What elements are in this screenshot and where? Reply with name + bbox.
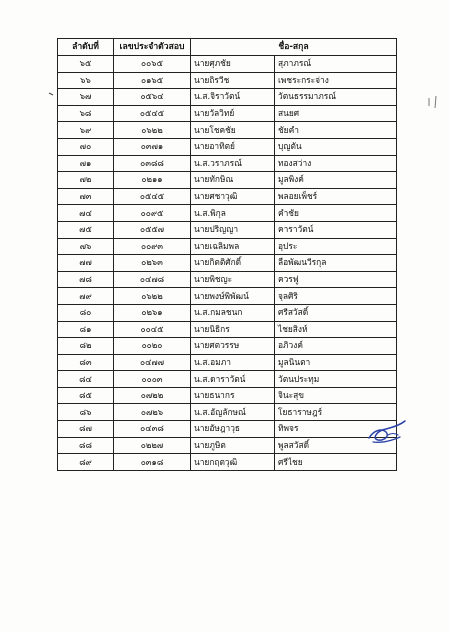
cell-title: นายอาทิตย์	[191, 138, 275, 155]
cell-no: ๖๗	[58, 89, 114, 106]
table-row	[58, 255, 397, 272]
cell-title: นายพิชญะ	[191, 271, 275, 288]
table-row	[58, 105, 397, 122]
cell-exam-id: ๐๒๒๗	[114, 437, 191, 454]
cell-exam-id: ๐๕๖๔	[114, 89, 191, 106]
cell-no: ๗๖	[58, 238, 114, 255]
table-row	[58, 404, 397, 421]
cell-surname: โยธาราษฎร์	[275, 404, 397, 421]
cell-exam-id: ๐๒๖๓	[114, 255, 191, 272]
stray-mark	[424, 94, 444, 114]
table-row	[58, 437, 397, 454]
cell-surname: วัตนธรรมาภรณ์	[275, 89, 397, 106]
table-row	[58, 321, 397, 338]
cell-no: ๖๕	[58, 56, 114, 73]
candidate-table	[57, 38, 397, 471]
cell-title: น.ส.จิราวัตน์	[191, 89, 275, 106]
table-row	[58, 454, 397, 471]
stray-tick	[45, 83, 65, 103]
cell-no: ๘๔	[58, 371, 114, 388]
table-row	[58, 221, 397, 238]
cell-title: น.ส.วราภรณ์	[191, 155, 275, 172]
cell-surname: ศรีไชย	[275, 454, 397, 471]
cell-surname: จินะสุข	[275, 387, 397, 404]
cell-title: นายศชาวุฒิ	[191, 188, 275, 205]
cell-exam-id: ๐๔๓๘	[114, 421, 191, 438]
cell-exam-id: ๐๐๙๕	[114, 205, 191, 222]
cell-no: ๖๖	[58, 72, 114, 89]
cell-title: นายถิรวีช	[191, 72, 275, 89]
cell-no: ๗๑	[58, 155, 114, 172]
cell-exam-id: ๐๐๔๕	[114, 321, 191, 338]
cell-surname: คาราวัตน์	[275, 221, 397, 238]
cell-exam-id: ๐๓๗๑	[114, 138, 191, 155]
cell-exam-id: ๐๓๘๘	[114, 155, 191, 172]
cell-title: นายภูษิต	[191, 437, 275, 454]
table-row	[58, 338, 397, 355]
cell-surname: มูลพิงค์	[275, 172, 397, 189]
cell-no: ๗๙	[58, 288, 114, 305]
table-row	[58, 205, 397, 222]
cell-exam-id: ๐๗๒๖	[114, 404, 191, 421]
cell-no: ๘๓	[58, 354, 114, 371]
cell-exam-id: ๐๐๒๐	[114, 338, 191, 355]
cell-exam-id: ๐๕๔๕	[114, 105, 191, 122]
header-no: ลำดับที่	[58, 39, 114, 56]
cell-surname: วัตนประทุม	[275, 371, 397, 388]
cell-no: ๖๙	[58, 122, 114, 139]
cell-title: นายศตวรรษ	[191, 338, 275, 355]
cell-no: ๗๘	[58, 271, 114, 288]
cell-exam-id: ๐๖๒๒	[114, 122, 191, 139]
table-row	[58, 354, 397, 371]
header-name: ชื่อ-สกุล	[191, 39, 397, 56]
cell-title: น.ส.พิกุล	[191, 205, 275, 222]
cell-no: ๘๕	[58, 387, 114, 404]
cell-surname: ไชยสิงห์	[275, 321, 397, 338]
cell-surname: ทิพจร	[275, 421, 397, 438]
cell-surname: สุภาภรณ์	[275, 56, 397, 73]
cell-surname: ควรฟู	[275, 271, 397, 288]
table-row	[58, 188, 397, 205]
table-row	[58, 271, 397, 288]
cell-surname: พลอยเพ็ชร์	[275, 188, 397, 205]
cell-title: นายศุภชัย	[191, 56, 275, 73]
table-row	[58, 238, 397, 255]
cell-title: นายทักษิณ	[191, 172, 275, 189]
cell-no: ๘๘	[58, 437, 114, 454]
table-row	[58, 56, 397, 73]
cell-exam-id: ๐๕๕๗	[114, 221, 191, 238]
table-row	[58, 387, 397, 404]
cell-exam-id: ๐๐๖๕	[114, 56, 191, 73]
table-row	[58, 371, 397, 388]
cell-no: ๗๗	[58, 255, 114, 272]
table-row	[58, 122, 397, 139]
cell-title: นายพงษ์พิพัฒน์	[191, 288, 275, 305]
cell-exam-id: ๐๒๑๑	[114, 172, 191, 189]
cell-surname: สนยศ	[275, 105, 397, 122]
cell-surname: อุประ	[275, 238, 397, 255]
cell-exam-id: ๐๔๗๘	[114, 271, 191, 288]
table-row	[58, 304, 397, 321]
table-header-row	[58, 39, 397, 56]
table-row	[58, 138, 397, 155]
cell-exam-id: ๐๐๐๓	[114, 371, 191, 388]
cell-exam-id: ๐๒๖๑	[114, 304, 191, 321]
cell-no: ๗๓	[58, 188, 114, 205]
cell-title: น.ส.ดาราวัตน์	[191, 371, 275, 388]
cell-title: นายวัลวิทย์	[191, 105, 275, 122]
cell-title: นายกฤตวุฒิ	[191, 454, 275, 471]
table-row	[58, 72, 397, 89]
cell-exam-id: ๐๐๙๓	[114, 238, 191, 255]
cell-no: ๗๐	[58, 138, 114, 155]
cell-surname: ลือพัฒนวีรกุล	[275, 255, 397, 272]
cell-no: ๘๐	[58, 304, 114, 321]
cell-exam-id: ๐๗๒๒	[114, 387, 191, 404]
cell-no: ๗๔	[58, 205, 114, 222]
table-row	[58, 288, 397, 305]
table-row	[58, 89, 397, 106]
table-row	[58, 421, 397, 438]
cell-title: นายปริญญา	[191, 221, 275, 238]
cell-exam-id: ๐๕๔๕	[114, 188, 191, 205]
cell-exam-id: ๐๑๖๕	[114, 72, 191, 89]
cell-title: นายอัษฎาวุธ	[191, 421, 275, 438]
cell-surname: มูลนินตา	[275, 354, 397, 371]
cell-exam-id: ๐๔๗๗	[114, 354, 191, 371]
cell-surname: เพชระกระจ่าง	[275, 72, 397, 89]
cell-no: ๘๗	[58, 421, 114, 438]
cell-no: ๗๕	[58, 221, 114, 238]
cell-no: ๘๒	[58, 338, 114, 355]
cell-no: ๘๙	[58, 454, 114, 471]
table-row	[58, 155, 397, 172]
cell-title: นายกิตติศักดิ์	[191, 255, 275, 272]
cell-no: ๖๘	[58, 105, 114, 122]
cell-surname: คำชัย	[275, 205, 397, 222]
cell-surname: อภิวงค์	[275, 338, 397, 355]
cell-title: นายเฉลิมพล	[191, 238, 275, 255]
header-exam-id: เลขประจำตัวสอบ	[114, 39, 191, 56]
signature-mark	[366, 416, 408, 446]
table-row	[58, 172, 397, 189]
cell-title: น.ส.กมลชนก	[191, 304, 275, 321]
cell-no: ๘๖	[58, 404, 114, 421]
cell-title: นายโชคชัย	[191, 122, 275, 139]
cell-surname: ศรีสวัสดิ์	[275, 304, 397, 321]
cell-title: น.ส.อมภา	[191, 354, 275, 371]
cell-surname: จุลศิริ	[275, 288, 397, 305]
cell-title: น.ส.อัญลักษณ์	[191, 404, 275, 421]
cell-title: นายธนากร	[191, 387, 275, 404]
cell-surname: บุญตัน	[275, 138, 397, 155]
cell-no: ๘๑	[58, 321, 114, 338]
cell-exam-id: ๐๖๒๒	[114, 288, 191, 305]
cell-surname: ชัยคำ	[275, 122, 397, 139]
cell-no: ๗๒	[58, 172, 114, 189]
cell-exam-id: ๐๓๑๘	[114, 454, 191, 471]
cell-title: นายนิธิกร	[191, 321, 275, 338]
cell-surname: ทองสว่าง	[275, 155, 397, 172]
cell-surname: พูลสวัสดิ์	[275, 437, 397, 454]
